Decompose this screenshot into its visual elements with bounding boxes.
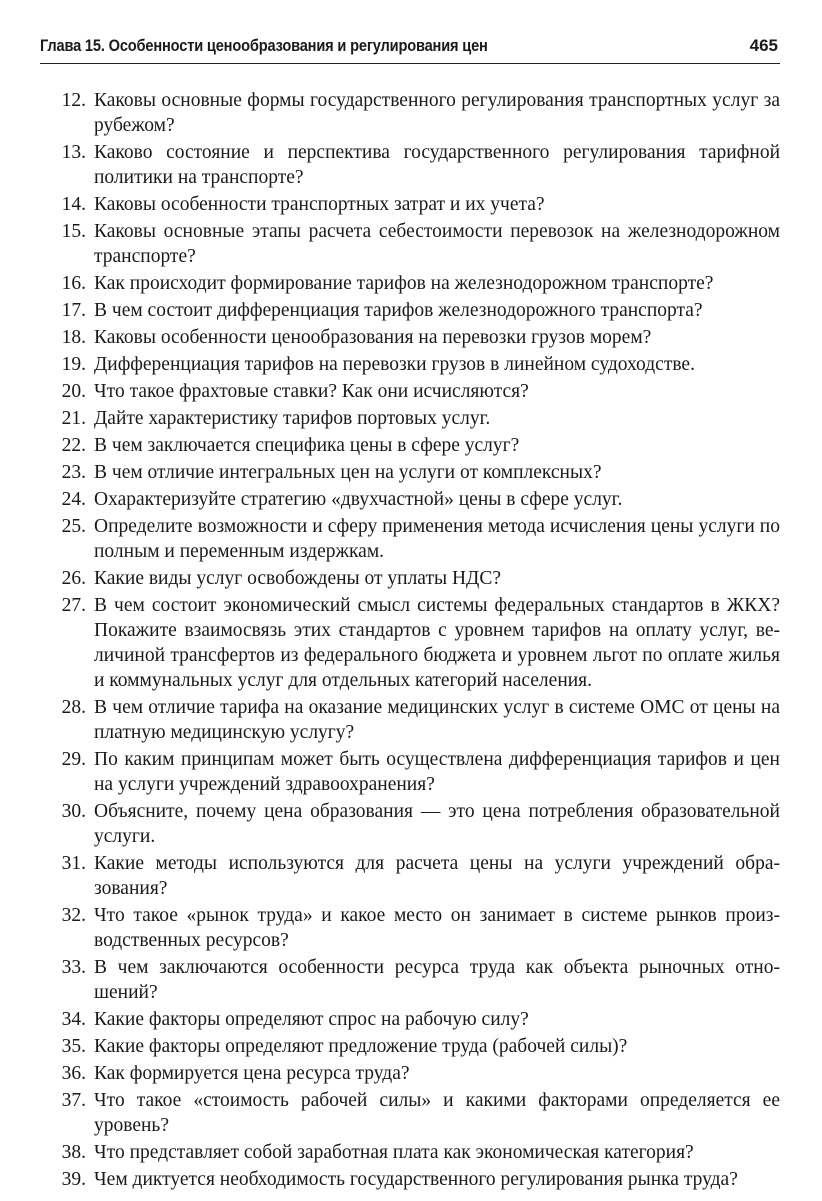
question-number: 24. xyxy=(61,489,86,510)
question-number: 17. xyxy=(61,300,86,321)
question-item xyxy=(40,695,780,745)
question-text: Какие факторы определяют предложение труда (рабочей силы)? xyxy=(94,1036,628,1057)
question-text: В чем состоит экономический смысл системы федеральных стандартов в ЖКХ? Покажите взаимосвязь этих стандартов с уровнем тарифов на оплату услуг, величиной трансфертов из федерального бюджета и уровнем льгот по оплате жилья и коммунальных услуг для отдельных категорий населения. xyxy=(94,595,780,691)
question-item xyxy=(40,325,780,350)
question-number: 28. xyxy=(61,697,86,718)
question-text: В чем заключается специфика цены в сфере услуг? xyxy=(94,435,520,456)
question-number: 22. xyxy=(61,435,86,456)
header-rule xyxy=(40,63,780,64)
question-item xyxy=(40,566,780,591)
question-number: 16. xyxy=(61,273,86,294)
question-text: Какие методы используются для расчета цены на услуги учреждений образования? xyxy=(94,853,780,899)
question-item xyxy=(40,219,780,269)
question-item xyxy=(40,433,780,458)
question-number: 14. xyxy=(61,194,86,215)
question-item xyxy=(40,192,780,217)
question-number: 27. xyxy=(61,595,86,616)
question-text: Что представляет собой заработная плата как экономическая категория? xyxy=(94,1142,694,1163)
running-head xyxy=(40,36,675,62)
question-number: 15. xyxy=(61,221,86,242)
question-text: Определите возможности и сферу применения метода исчисления цены услуги по полным и переменным издержкам. xyxy=(94,516,780,562)
question-text: Какие факторы определяют спрос на рабочую силу? xyxy=(94,1009,529,1030)
question-number: 21. xyxy=(61,408,86,429)
question-text: По каким принципам может быть осуществлена дифференциация тарифов и цен на услуги учреждений здравоохранения? xyxy=(94,749,780,795)
question-text: В чем состоит дифференциация тарифов железнодорожного транспорта? xyxy=(94,300,703,321)
question-item xyxy=(40,406,780,431)
question-number: 35. xyxy=(61,1036,86,1057)
question-item xyxy=(40,1007,780,1032)
question-text: В чем отличие тарифа на оказание медицинских услуг в системе ОМС от цены на платную медицинскую услугу? xyxy=(94,697,780,743)
question-item xyxy=(40,487,780,512)
question-item xyxy=(40,460,780,485)
question-number: 12. xyxy=(61,90,86,111)
question-item xyxy=(40,955,780,1005)
question-text: Объясните, почему цена образования — это цена потребления образовательной услуги. xyxy=(94,801,780,847)
question-number: 37. xyxy=(61,1090,86,1111)
question-item xyxy=(40,1140,780,1165)
question-number: 31. xyxy=(61,853,86,874)
page-number: 465 xyxy=(749,36,778,55)
question-number: 23. xyxy=(61,462,86,483)
question-text: Что такое «стоимость рабочей силы» и какими факторами определяется ее уровень? xyxy=(94,1090,780,1136)
question-number: 13. xyxy=(61,142,86,163)
question-item xyxy=(40,1088,780,1138)
question-number: 20. xyxy=(61,381,86,402)
question-item xyxy=(40,379,780,404)
question-item xyxy=(40,88,780,138)
question-text: Охарактеризуйте стратегию «двухчастной» цены в сфере услуг. xyxy=(94,489,623,510)
question-text: Что такое «рынок труда» и какое место он занимает в системе рынков производственных ресурсов? xyxy=(94,905,780,951)
question-number: 25. xyxy=(61,516,86,537)
question-text: Каковы особенности ценообразования на перевозки грузов морем? xyxy=(94,327,652,348)
question-text: Дифференциация тарифов на перевозки грузов в линейном судоходстве. xyxy=(94,354,695,375)
question-number: 33. xyxy=(61,957,86,978)
question-item xyxy=(40,514,780,564)
question-item xyxy=(40,799,780,849)
question-text: Как происходит формирование тарифов на железнодорожном транспорте? xyxy=(94,273,714,294)
question-list xyxy=(40,88,780,1194)
question-item xyxy=(40,352,780,377)
question-text: Каковы основные формы государственного регулирования транспортных услуг за рубежом? xyxy=(94,90,780,136)
question-number: 19. xyxy=(61,354,86,375)
question-text: Что такое фрахтовые ставки? Как они исчисляются? xyxy=(94,381,529,402)
question-item xyxy=(40,1034,780,1059)
question-number: 32. xyxy=(61,905,86,926)
question-text: Каковы основные этапы расчета себестоимости перевозок на железнодорожном транспорте? xyxy=(94,221,780,267)
question-item xyxy=(40,747,780,797)
question-number: 29. xyxy=(61,749,86,770)
question-text: Каковы особенности транспортных затрат и их учета? xyxy=(94,194,545,215)
question-number: 26. xyxy=(61,568,86,589)
question-text: Дайте характеристику тарифов портовых услуг. xyxy=(94,408,491,429)
chapter-title: Глава 15. Особенности ценообразования и регулирования цен xyxy=(40,36,488,55)
question-item xyxy=(40,851,780,901)
question-item xyxy=(40,903,780,953)
question-number: 38. xyxy=(61,1142,86,1163)
question-text: В чем отличие интегральных цен на услуги от комплексных? xyxy=(94,462,602,483)
question-text: Чем диктуется необходимость государственного регулирования рынка труда? xyxy=(94,1169,738,1190)
question-number: 36. xyxy=(61,1063,86,1084)
question-text: Каково состояние и перспектива государственного регулирования тарифной политики на транспорте? xyxy=(94,142,780,188)
question-item xyxy=(40,271,780,296)
question-number: 39. xyxy=(61,1169,86,1190)
question-text: В чем заключаются особенности ресурса труда как объекта рыночных отношений? xyxy=(94,957,780,1003)
question-item xyxy=(40,298,780,323)
question-item xyxy=(40,1061,780,1086)
question-text: Какие виды услуг освобождены от уплаты НДС? xyxy=(94,568,502,589)
question-number: 34. xyxy=(61,1009,86,1030)
question-number: 18. xyxy=(61,327,86,348)
question-item xyxy=(40,593,780,693)
question-item xyxy=(40,1167,780,1192)
question-item xyxy=(40,140,780,190)
question-number: 30. xyxy=(61,801,86,822)
question-text: Как формируется цена ресурса труда? xyxy=(94,1063,410,1084)
